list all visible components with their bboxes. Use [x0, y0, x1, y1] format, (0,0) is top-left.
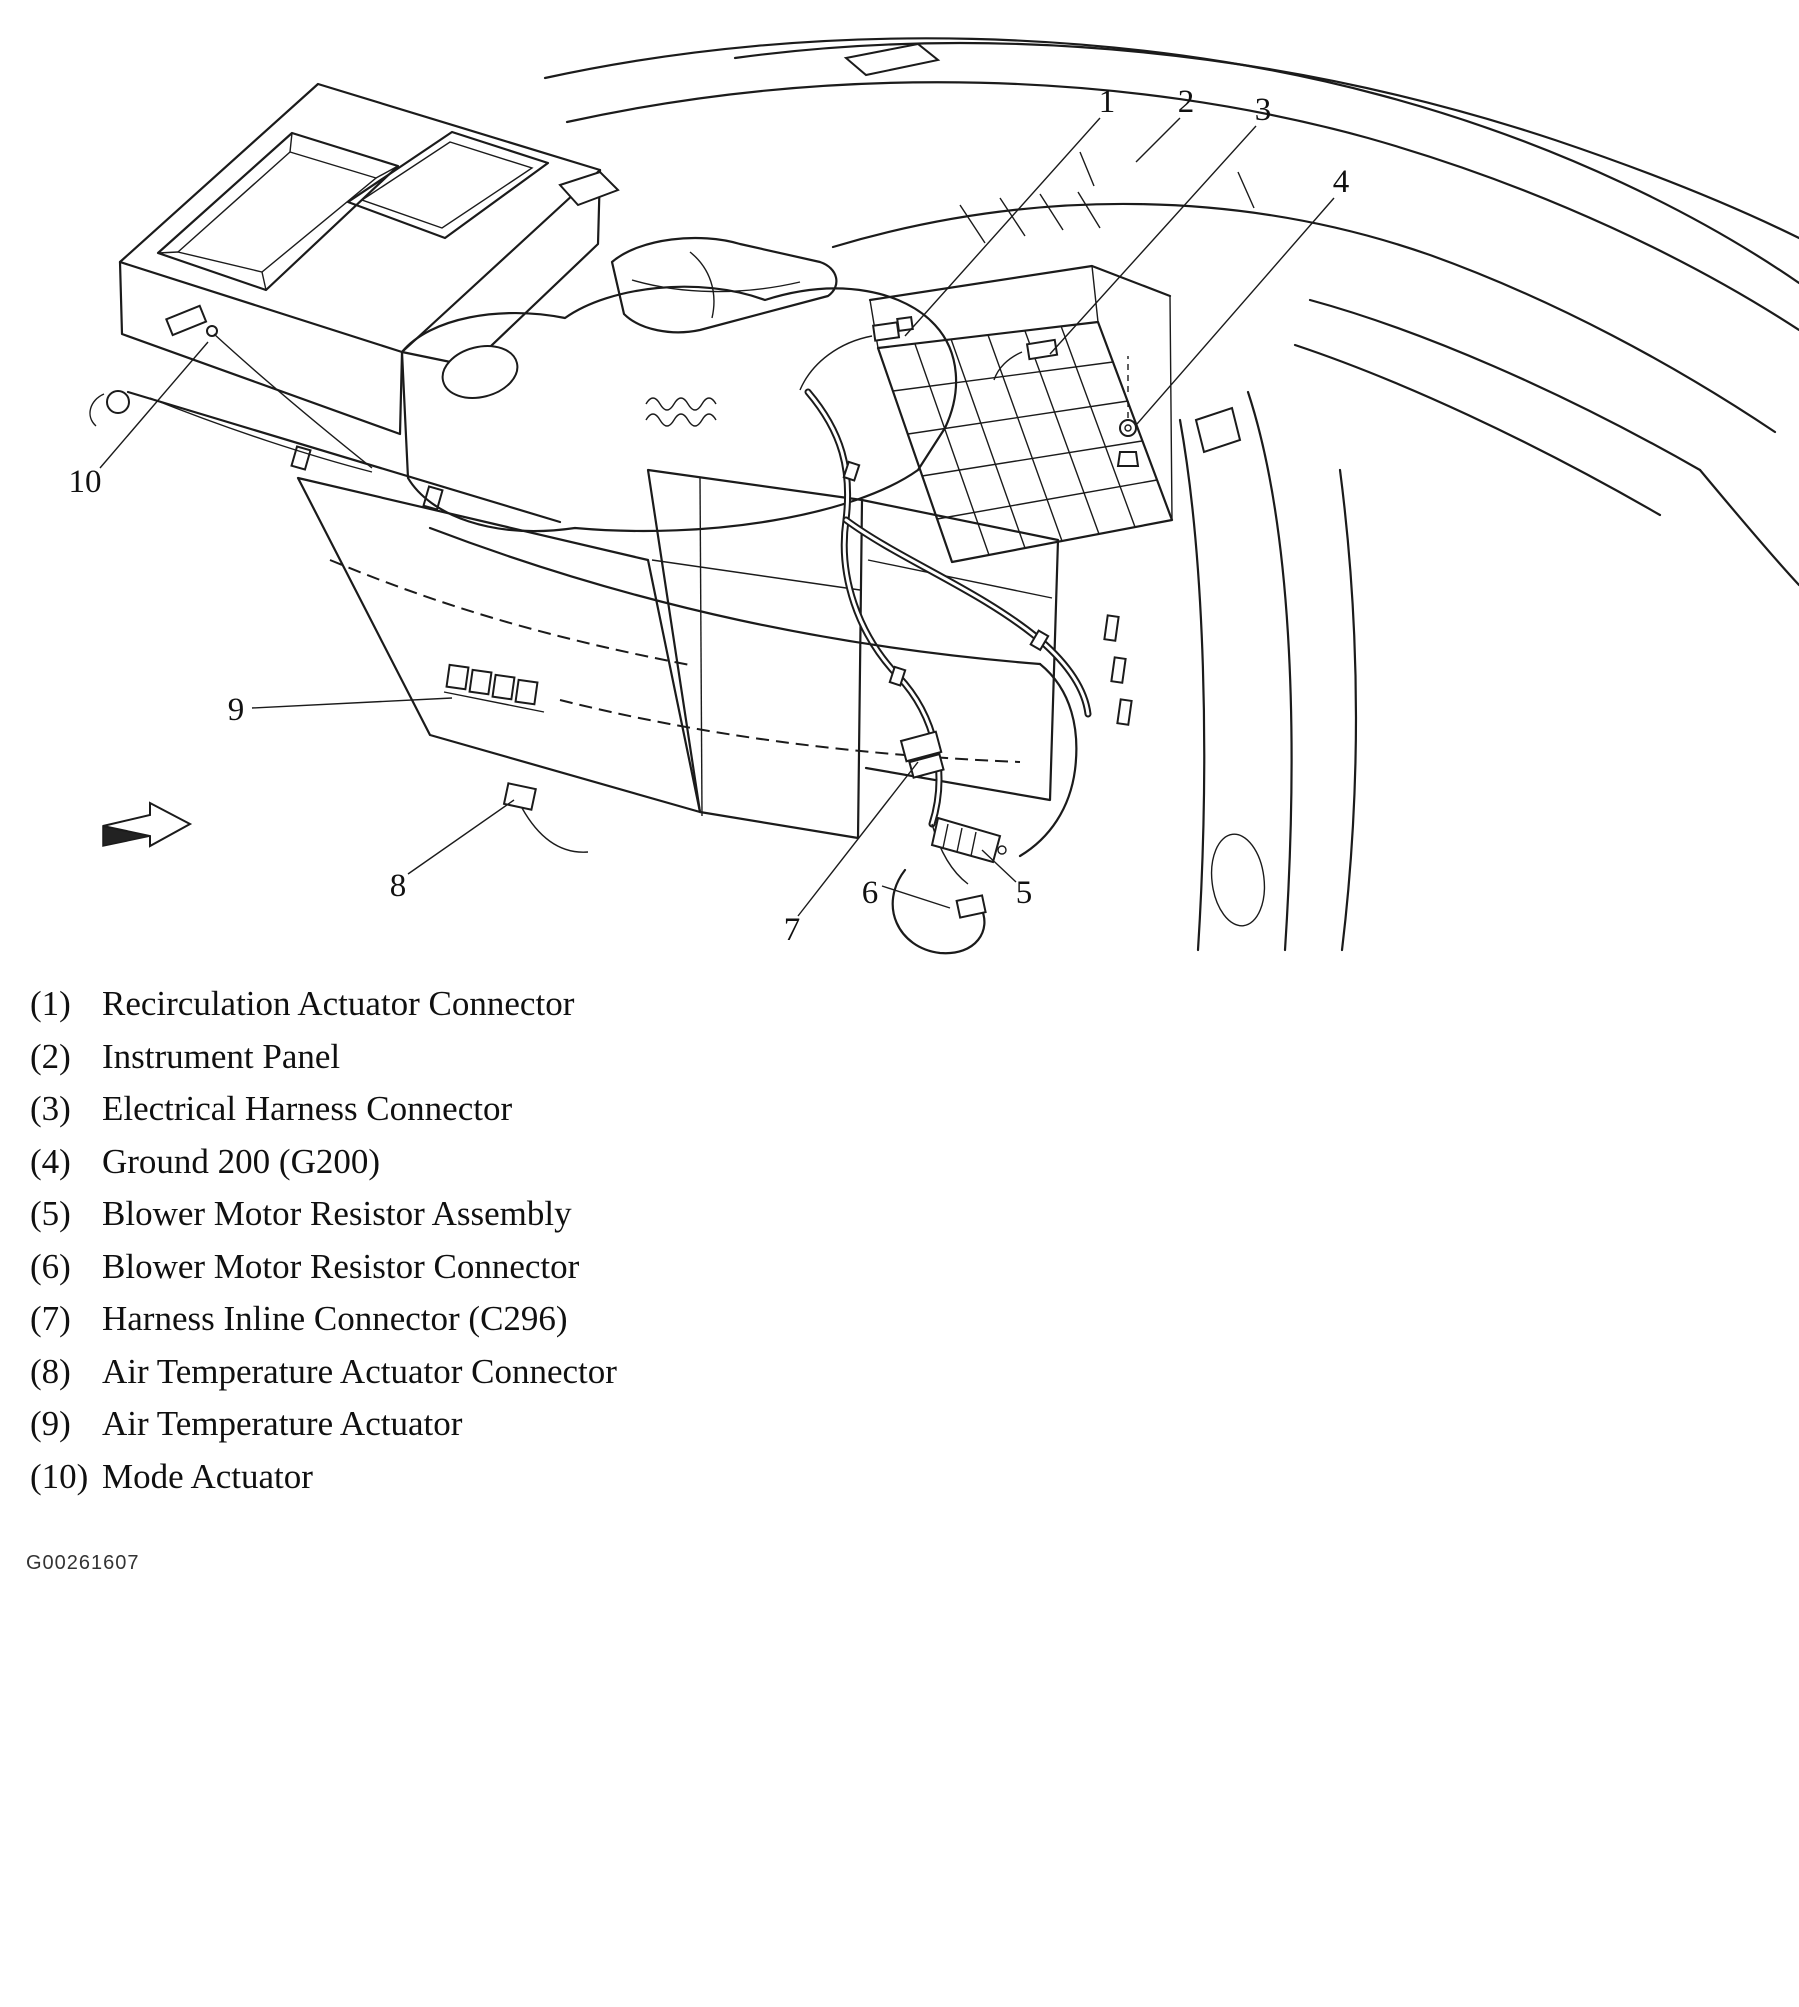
diagram-area — [0, 0, 1799, 975]
legend-item — [30, 1293, 1230, 1346]
plenum-assembly — [402, 238, 956, 531]
legend-item-label: Ground 200 (G200) — [102, 1141, 381, 1181]
wiring-harness — [430, 392, 1088, 953]
callout-2: 2 — [1177, 84, 1195, 120]
callout-5: 5 — [1015, 875, 1033, 911]
legend-item-number: (6) — [30, 1246, 71, 1286]
legend-item-number: (3) — [30, 1089, 71, 1128]
recirculation-actuator-connector — [800, 317, 913, 390]
ground-g200 — [1118, 356, 1138, 466]
blower-resistor-connector — [957, 895, 986, 917]
callout-7: 7 — [783, 912, 801, 948]
legend-item — [30, 1451, 1230, 1504]
callout-6: 6 — [861, 875, 879, 911]
callout-3: 3 — [1254, 92, 1272, 128]
legend-item — [30, 1241, 1230, 1294]
legend-item-label: Harness Inline Connector (C296) — [102, 1299, 568, 1338]
legend-item — [30, 1346, 1230, 1399]
legend-item-number: (10) — [30, 1456, 89, 1496]
evaporator-grid — [870, 266, 1172, 562]
legend-item — [30, 1083, 1230, 1136]
pillar-lines — [1104, 392, 1356, 950]
legend-item-label: Electrical Harness Connector — [102, 1089, 513, 1128]
heater-case — [90, 84, 618, 522]
blower-resistor-assembly — [932, 818, 1006, 862]
callout-10: 10 — [68, 464, 102, 500]
legend-item-number: (5) — [30, 1194, 71, 1233]
hvac-diagram — [0, 0, 1799, 975]
legend-item-label: Recirculation Actuator Connector — [102, 984, 575, 1023]
legend-item — [30, 1031, 1230, 1084]
callout-9: 9 — [227, 692, 245, 728]
legend-item-label: Blower Motor Resistor Connector — [102, 1246, 580, 1286]
air-temperature-actuator — [444, 665, 544, 712]
legend-item-label: Mode Actuator — [102, 1456, 313, 1496]
view-arrow — [103, 803, 190, 846]
legend-item-number: (9) — [30, 1404, 71, 1443]
callout-4: 4 — [1332, 164, 1350, 200]
figure-id: G00261607 — [26, 1552, 140, 1574]
legend-item-number: (7) — [30, 1299, 71, 1338]
legend-item — [30, 1398, 1230, 1451]
legend — [30, 978, 1230, 1503]
legend-item — [30, 1136, 1230, 1189]
legend-item — [30, 978, 1230, 1031]
callout-labels — [69, 84, 1350, 948]
legend-item — [30, 1188, 1230, 1241]
callout-leader-lines — [100, 118, 1334, 916]
legend-item-label: Air Temperature Actuator Connector — [102, 1351, 617, 1391]
legend-item-label: Instrument Panel — [102, 1036, 341, 1076]
legend-item-label: Blower Motor Resistor Assembly — [102, 1194, 572, 1233]
callout-1: 1 — [1098, 84, 1116, 120]
air-temperature-actuator-connector — [504, 783, 588, 852]
legend-item-number: (4) — [30, 1141, 71, 1181]
harness-inline-connector-c296 — [901, 732, 944, 778]
legend-item-label: Air Temperature Actuator — [102, 1404, 463, 1443]
legend-item-number: (1) — [30, 984, 71, 1023]
legend-item-number: (2) — [30, 1036, 71, 1076]
callout-8: 8 — [389, 868, 407, 904]
legend-item-number: (8) — [30, 1351, 71, 1391]
